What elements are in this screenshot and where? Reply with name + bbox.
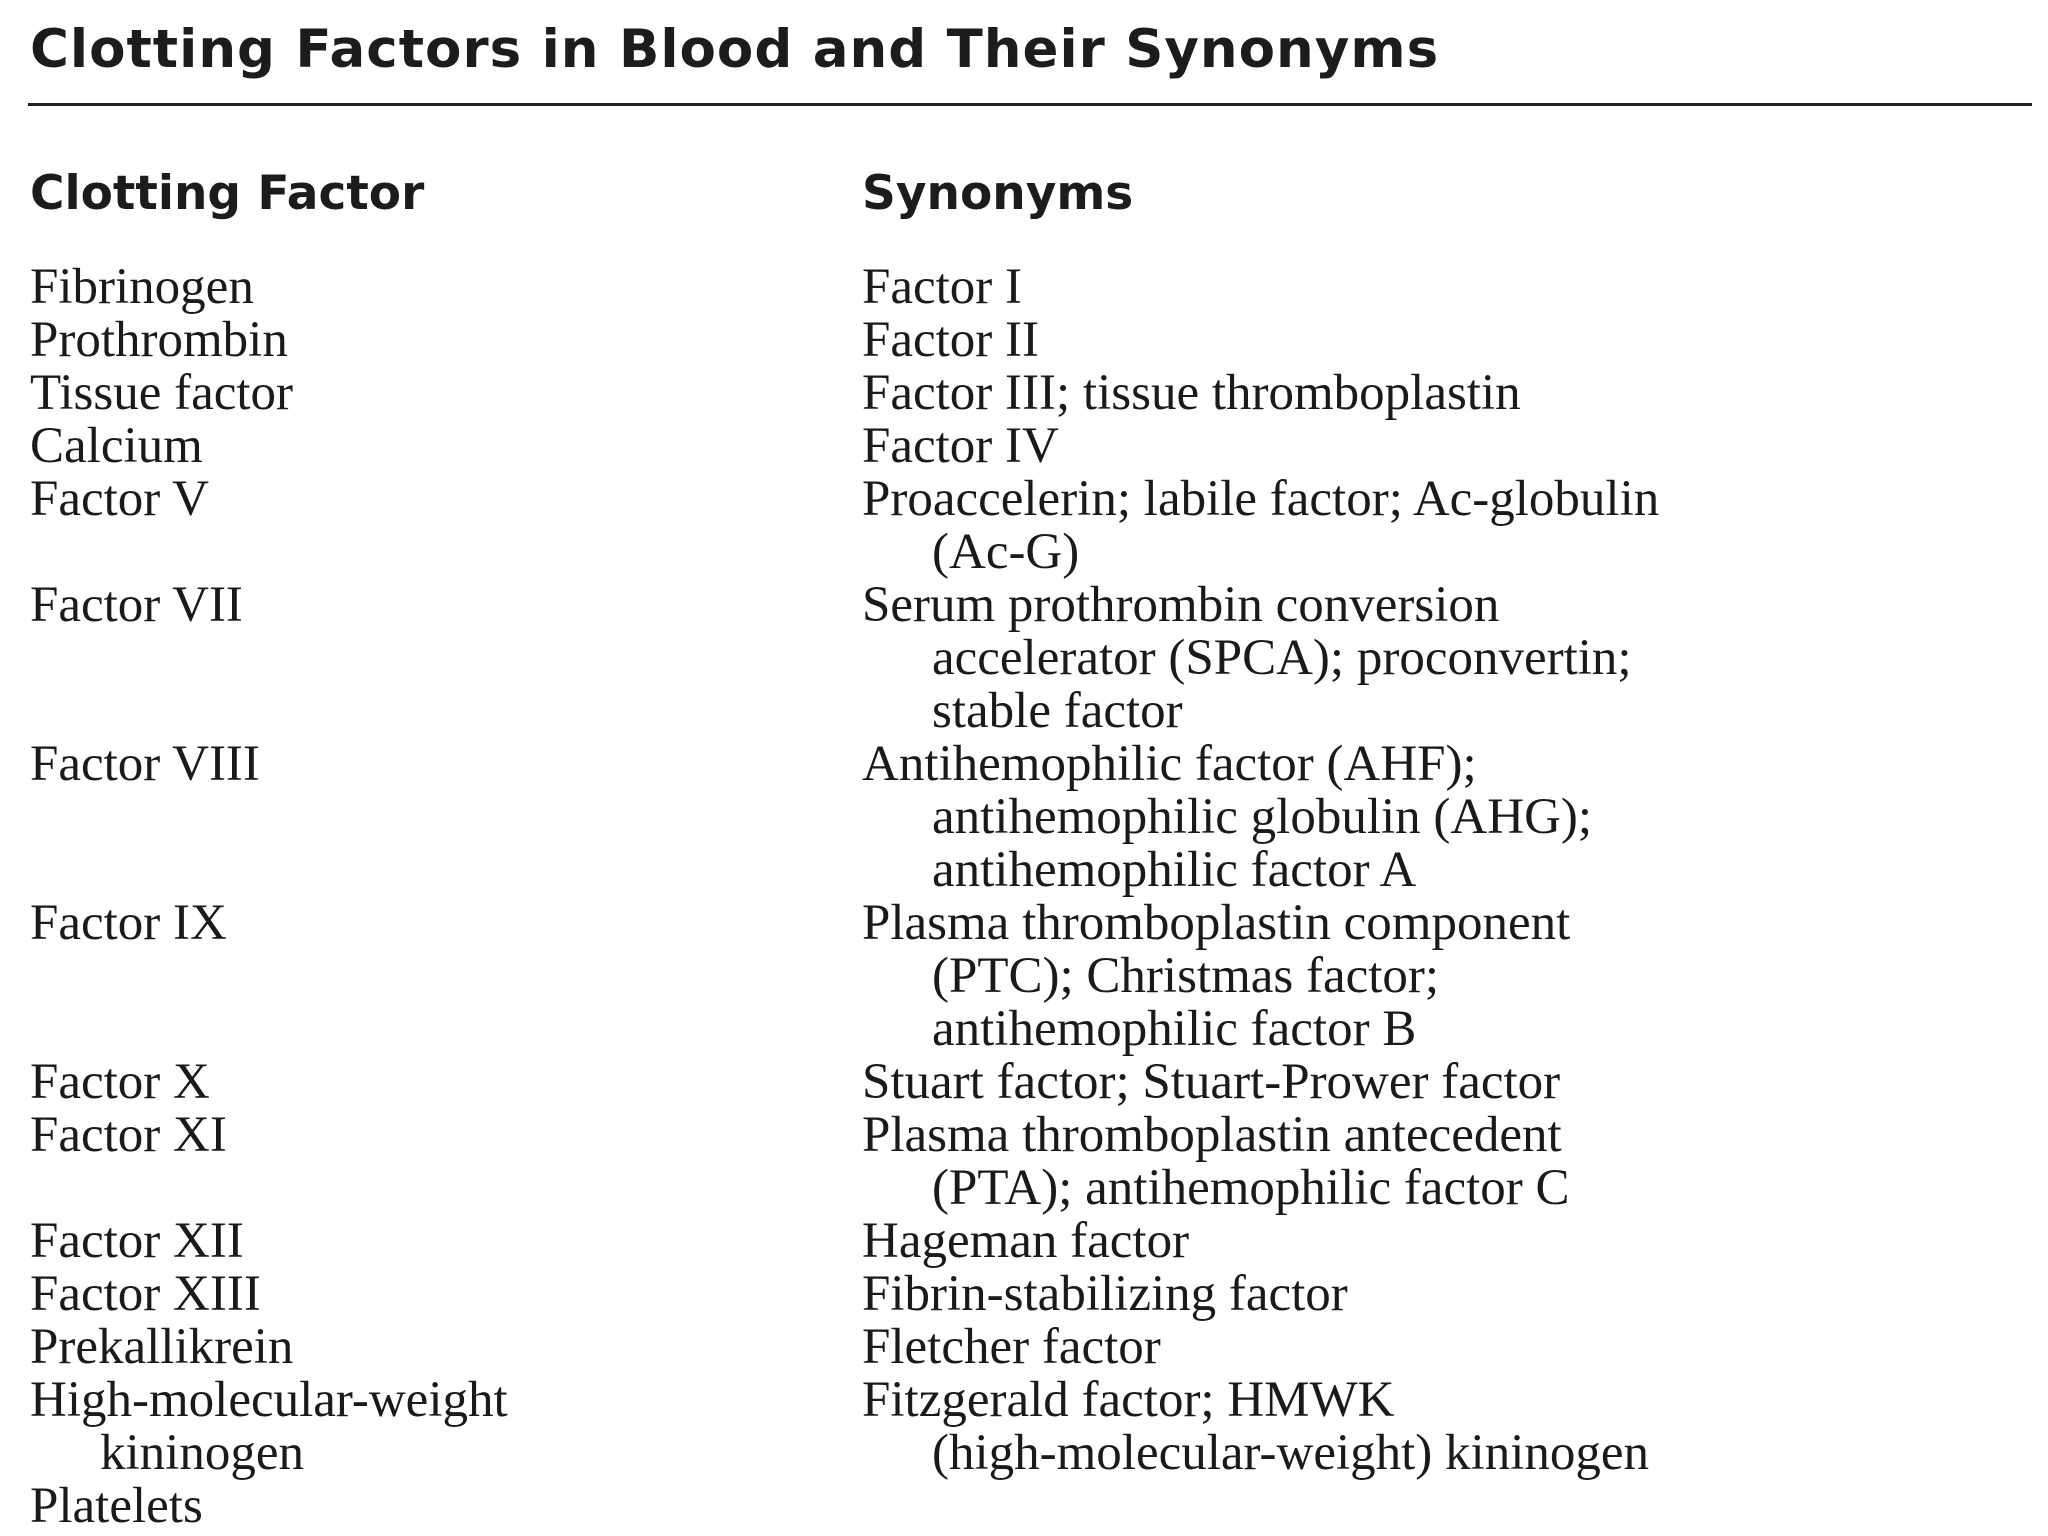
synonym-text: accelerator (SPCA); proconvertin; (932, 630, 1632, 686)
synonyms-cell (862, 1268, 2042, 1321)
synonym-text: Fibrin-stabilizing factor (862, 1266, 1348, 1322)
column-header-synonyms: Synonyms (862, 166, 1134, 221)
synonym-text: Stuart factor; Stuart-Prower factor (862, 1054, 1561, 1110)
clotting-factor-cell (30, 314, 830, 367)
synonyms-cell (862, 420, 2042, 473)
synonym-text: Factor IV (862, 418, 1059, 474)
clotting-factor-cell (30, 1321, 830, 1374)
synonym-text: Factor II (862, 312, 1040, 368)
clotting-factor-text: Factor XIII (30, 1266, 261, 1322)
table-row (0, 897, 2048, 1056)
table-row (0, 1321, 2048, 1374)
synonym-text: Proaccelerin; labile factor; Ac-globulin (862, 471, 1660, 527)
table-row (0, 738, 2048, 897)
clotting-factor-text: Factor IX (30, 895, 227, 951)
synonym-text: Plasma thromboplastin component (862, 895, 1571, 951)
table-row (0, 261, 2048, 314)
synonym-text: (PTA); antihemophilic factor C (932, 1160, 1570, 1216)
synonym-text: Fletcher factor (862, 1319, 1161, 1375)
synonyms-cell (862, 473, 2042, 579)
synonym-text: antihemophilic globulin (AHG); (932, 789, 1593, 845)
clotting-factor-cell (30, 1056, 830, 1109)
clotting-factor-cell (30, 738, 830, 791)
clotting-factor-text: Factor VIII (30, 736, 260, 792)
table-row (0, 1056, 2048, 1109)
clotting-factor-cell (30, 261, 830, 314)
clotting-factor-text: Calcium (30, 418, 203, 474)
clotting-factor-text: Prothrombin (30, 312, 288, 368)
clotting-factor-text: Prekallikrein (30, 1319, 294, 1375)
synonyms-cell (862, 1374, 2042, 1480)
clotting-factor-cell (30, 1374, 830, 1480)
table-row (0, 420, 2048, 473)
clotting-factor-cell (30, 367, 830, 420)
synonym-text: antihemophilic factor A (932, 842, 1417, 898)
table-row (0, 1215, 2048, 1268)
synonym-text: Fitzgerald factor; HMWK (862, 1372, 1395, 1428)
synonym-text: (Ac-G) (932, 524, 1080, 580)
title-rule (28, 103, 2032, 106)
synonym-text: Factor III; tissue thromboplastin (862, 365, 1521, 421)
clotting-factor-text: Tissue factor (30, 365, 294, 421)
synonym-text: Factor I (862, 259, 1023, 315)
table-row (0, 1480, 2048, 1533)
table-title: Clotting Factors in Blood and Their Synonyms (30, 19, 1440, 80)
synonym-text: stable factor (932, 683, 1183, 739)
clotting-factor-cell (30, 1215, 830, 1268)
clotting-factor-text: Fibrinogen (30, 259, 254, 315)
clotting-factor-cell (30, 473, 830, 526)
synonyms-cell (862, 1480, 2042, 1533)
table-row (0, 314, 2048, 367)
synonyms-empty (862, 1480, 2042, 1533)
synonym-text: Serum prothrombin conversion (862, 577, 1500, 633)
synonyms-cell (862, 1109, 2042, 1215)
table-row (0, 1374, 2048, 1480)
synonyms-cell (862, 1215, 2042, 1268)
synonyms-cell (862, 738, 2042, 897)
clotting-factor-text: Factor XI (30, 1107, 227, 1163)
clotting-factor-cell (30, 1109, 830, 1162)
table-row (0, 473, 2048, 579)
clotting-factor-text: Platelets (30, 1478, 203, 1534)
clotting-factor-text: Factor VII (30, 577, 243, 633)
synonym-text: Antihemophilic factor (AHF); (862, 736, 1477, 792)
clotting-factor-text: Factor XII (30, 1213, 244, 1269)
synonyms-cell (862, 897, 2042, 1056)
synonyms-cell (862, 1321, 2042, 1374)
synonyms-cell (862, 314, 2042, 367)
table-row (0, 579, 2048, 738)
clotting-factor-cell (30, 897, 830, 950)
synonyms-cell (862, 261, 2042, 314)
table-row (0, 367, 2048, 420)
clotting-factor-text: High-molecular-weight (30, 1372, 508, 1428)
clotting-factor-text: Factor X (30, 1054, 210, 1110)
synonyms-cell (862, 1056, 2042, 1109)
synonym-text: (high-molecular-weight) kininogen (932, 1425, 1650, 1481)
synonym-text: Plasma thromboplastin antecedent (862, 1107, 1562, 1163)
table-row (0, 1109, 2048, 1215)
clotting-factor-cell (30, 1268, 830, 1321)
synonym-text: Hageman factor (862, 1213, 1190, 1269)
synonym-text: antihemophilic factor B (932, 1001, 1417, 1057)
clotting-factor-cell (30, 1480, 830, 1533)
table-row (0, 1268, 2048, 1321)
clotting-factor-cell (30, 579, 830, 632)
clotting-factor-text: kininogen (100, 1425, 304, 1481)
synonyms-cell (862, 579, 2042, 738)
synonyms-cell (862, 367, 2042, 420)
clotting-factor-cell (30, 420, 830, 473)
synonym-text: (PTC); Christmas factor; (932, 948, 1440, 1004)
column-header-clotting-factor: Clotting Factor (30, 166, 425, 221)
clotting-factor-text: Factor V (30, 471, 209, 527)
factor-table-body (0, 261, 2048, 1533)
